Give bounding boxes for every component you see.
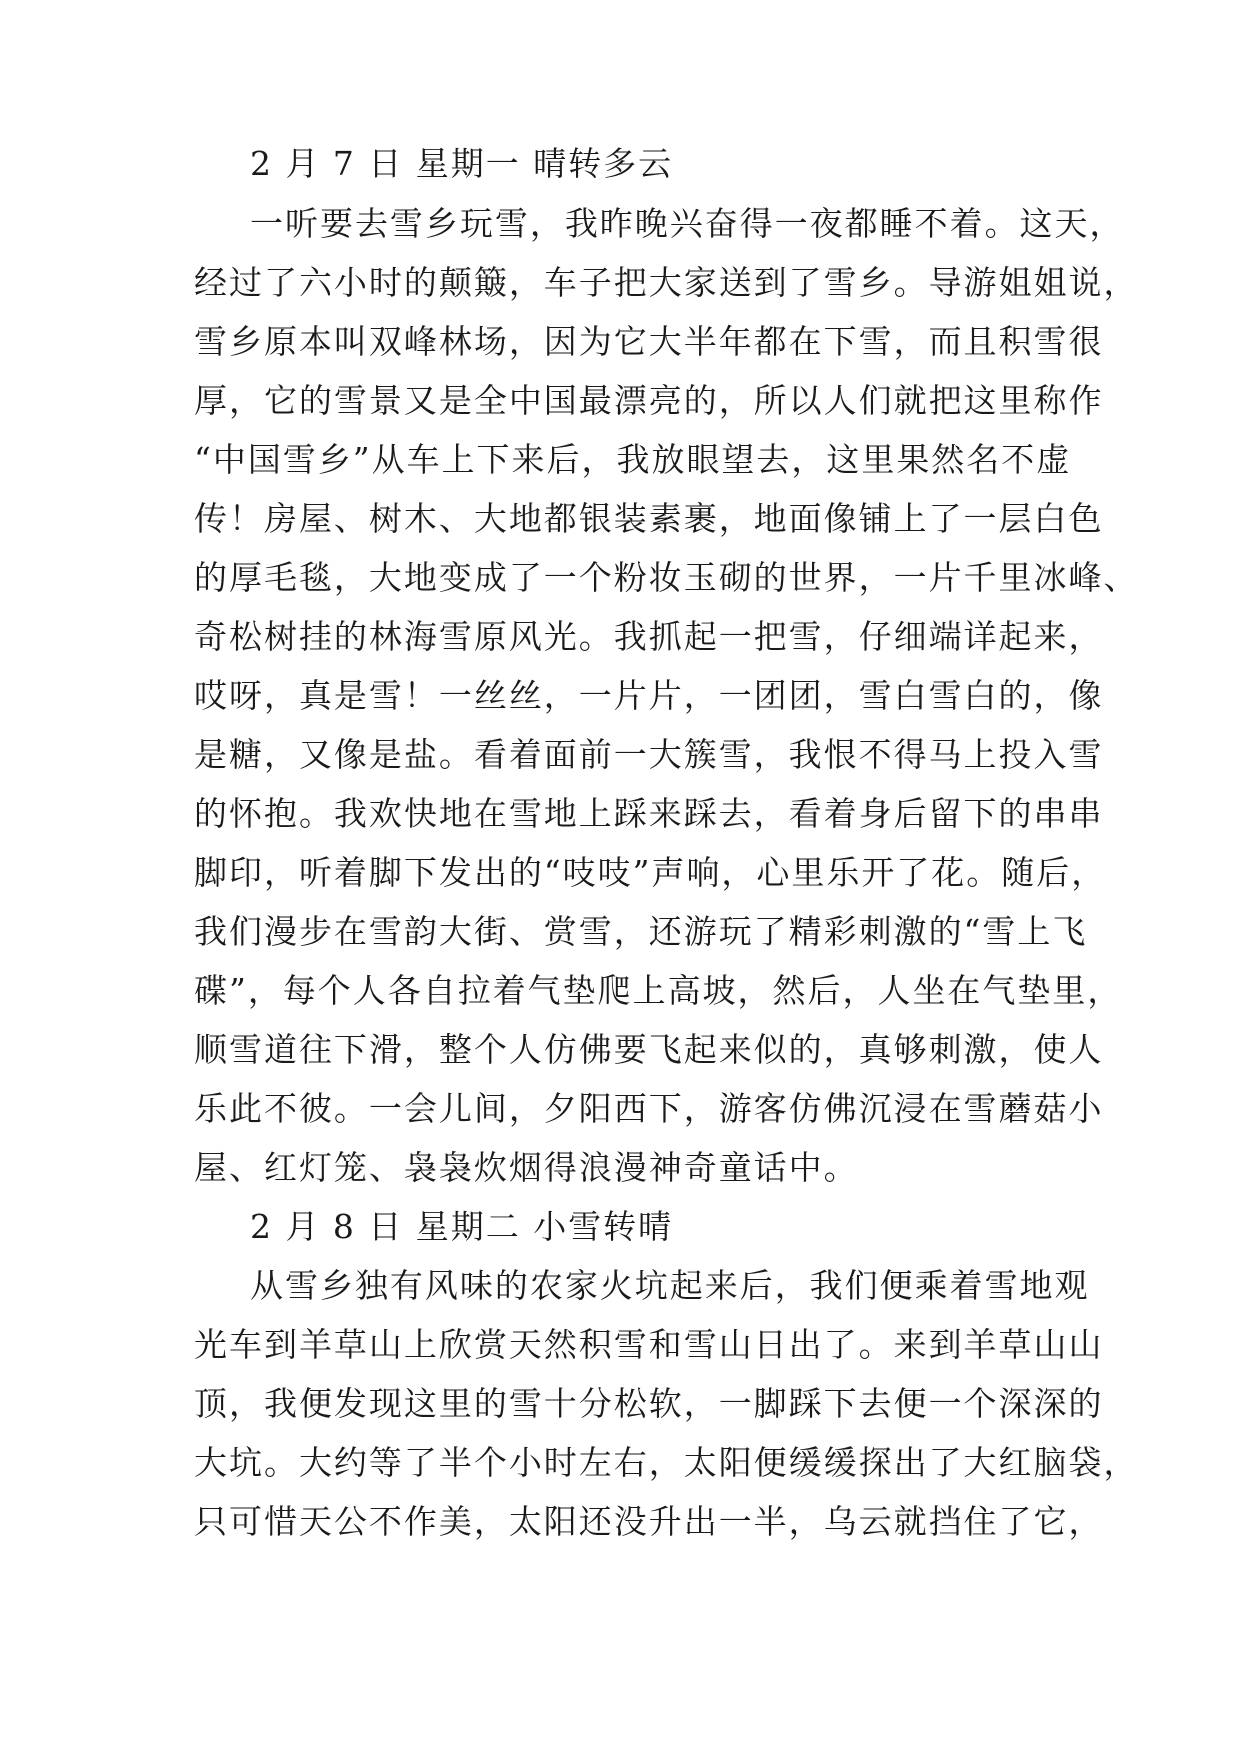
- paragraph-line: “中国雪乡”从车上下来后，我放眼望去，这里果然名不虚: [194, 440, 1072, 479]
- paragraph-line: 光车到羊草山上欣赏天然积雪和雪山日出了。来到羊草山山: [194, 1325, 1104, 1364]
- paragraph-line: 从雪乡独有风味的农家火坑起来后，我们便乘着雪地观: [250, 1266, 1090, 1305]
- paragraph-line: 的怀抱。我欢快地在雪地上踩来踩去，看着身后留下的串串: [194, 794, 1104, 833]
- paragraph-line: 奇松树挂的林海雪原风光。我抓起一把雪，仔细端详起来，: [194, 617, 1104, 656]
- paragraph-line: 脚印，听着脚下发出的“吱吱”声响，心里乐开了花。随后，: [194, 853, 1107, 892]
- paragraph-line: 乐此不彼。一会儿间，夕阳西下，游客仿佛沉浸在雪蘑菇小: [194, 1089, 1104, 1128]
- paragraph-line: 屋、红灯笼、袅袅炊烟得浪漫神奇童话中。: [194, 1148, 859, 1187]
- paragraph-line: 碟”，每个人各自拉着气垫爬上高坡，然后，人坐在气垫里，: [194, 971, 1123, 1010]
- paragraph-line: 的厚毛毯，大地变成了一个粉妆玉砌的世界，一片千里冰峰、: [194, 558, 1139, 597]
- paragraph-line: 雪乡原本叫双峰林场，因为它大半年都在下雪，而且积雪很: [194, 322, 1104, 361]
- paragraph-line: 顺雪道往下滑，整个人仿佛要飞起来似的，真够刺激，使人: [194, 1030, 1104, 1069]
- paragraph-line: 一听要去雪乡玩雪，我昨晚兴奋得一夜都睡不着。这天，: [250, 204, 1125, 243]
- paragraph-line: 我们漫步在雪韵大街、赏雪，还游玩了精彩刺激的“雪上飞: [194, 912, 1088, 951]
- diary-date-heading: 2 月 8 日 星期二 小雪转晴: [250, 1207, 674, 1246]
- diary-date-heading: 2 月 7 日 星期一 晴转多云: [250, 144, 674, 183]
- paragraph-line: 大坑。大约等了半个小时左右，太阳便缓缓探出了大红脑袋，: [194, 1443, 1139, 1482]
- paragraph-line: 经过了六小时的颠簸，车子把大家送到了雪乡。导游姐姐说，: [194, 263, 1139, 302]
- paragraph-line: 只可惜天公不作美，太阳还没升出一半，乌云就挡住了它，: [194, 1502, 1104, 1541]
- paragraph-line: 厚，它的雪景又是全中国最漂亮的，所以人们就把这里称作: [194, 381, 1104, 420]
- paragraph-line: 传！房屋、树木、大地都银装素裹，地面像铺上了一层白色: [194, 499, 1104, 538]
- paragraph-line: 哎呀，真是雪！一丝丝，一片片，一团团，雪白雪白的，像: [194, 676, 1104, 715]
- paragraph-line: 顶，我便发现这里的雪十分松软，一脚踩下去便一个深深的: [194, 1384, 1104, 1423]
- paragraph-line: 是糖，又像是盐。看着面前一大簇雪，我恨不得马上投入雪: [194, 735, 1104, 774]
